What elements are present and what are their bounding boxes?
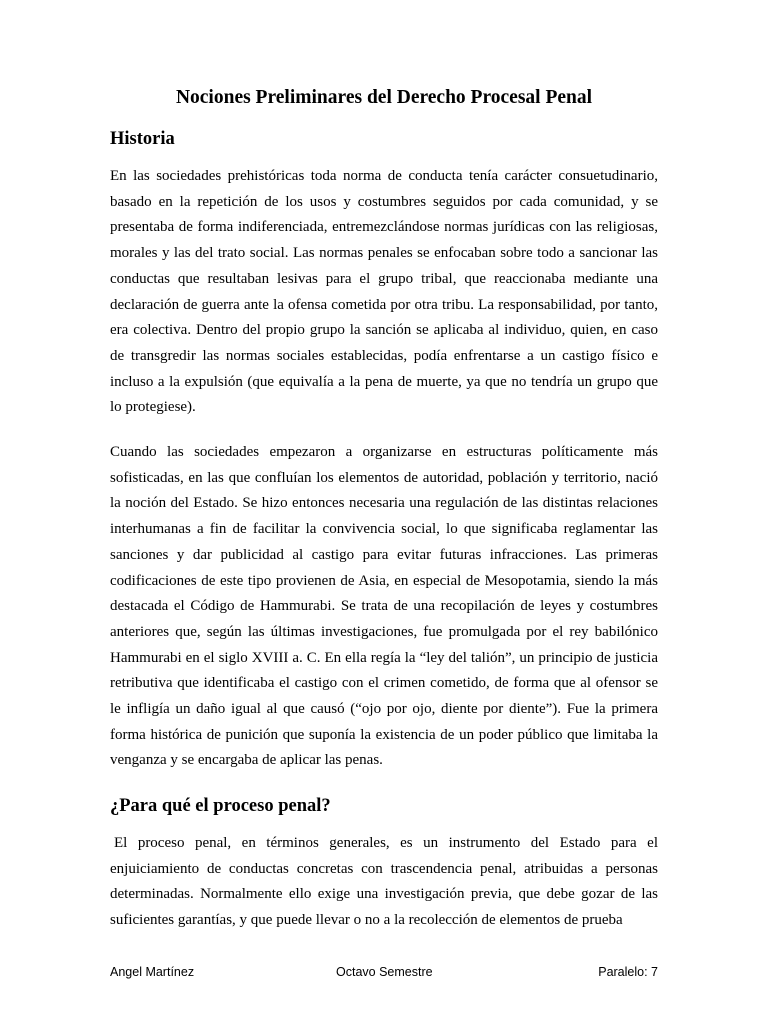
section-heading-proceso-penal: ¿Para qué el proceso penal? [110, 796, 331, 816]
page-footer [110, 961, 658, 983]
document-title: Nociones Preliminares del Derecho Procesal Penal [175, 87, 593, 108]
footer-parallel: Paralelo: 7 [598, 965, 658, 979]
footer-semester: Octavo Semestre [336, 965, 433, 979]
section-heading-historia: Historia [110, 129, 175, 149]
footer-author: Angel Martínez [110, 965, 195, 979]
historia-paragraph-1: En las sociedades prehistóricas toda norma de conducta tenía carácter consuetudinario, basado en la repetición de los usos y costumbres seguidos por cada comunidad, y se presentaba de forma indiferenciada, entremezclándose normas jurídicas con las religiosas, morales y las del trato social. Las normas penales se enfocaban sobre todo a sancionar las conductas que resultaban lesivas para el grupo tribal, que reaccionaba mediante una declaración de guerra ante la ofensa cometida por otra tribu. La responsabilidad, por tanto, era colectiva. Dentro del propio grupo la sanción se aplicaba al individuo, quien, en caso de transgredir las normas sociales establecidas, podía enfrentarse a un castigo físico e incluso a la expulsión (que equivalía a la pena de muerte, ya que no tendría un grupo que lo protegiese). [110, 168, 658, 416]
proceso-penal-paragraph-1: El proceso penal, en términos generales, es un instrumento del Estado para el enjuiciamiento de conductas concretas con trascendencia penal, atribuidas a personas determinadas. Normalmente ello exige una investigación previa, que debe gozar de las suficientes garantías, y que puede llevar o no a la recolección de elementos de prueba [110, 835, 658, 929]
historia-paragraph-2: Cuando las sociedades empezaron a organizarse en estructuras políticamente más sofisticadas, en las que confluían los elementos de autoridad, población y territorio, nació la noción del Estado. Se hizo entonces necesaria una regulación de las distintas relaciones interhumanas a fin de facilitar la convivencia social, lo que significaba reglamentar las sanciones y dar publicidad al castigo para evitar futuras infracciones. Las primeras codificaciones de este tipo provienen de Asia, en especial de Mesopotamia, siendo la más destacada el Código de Hammurabi. Se trata de una recopilación de leyes y costumbres anteriores que, según las últimas investigaciones, fue promulgada por el rey babilónico Hammurabi en el siglo XVIII a. C. En ella regía la “ley del talión”, un principio de justicia retributiva que identificaba el castigo con el crimen cometido, de forma que al ofensor se le infligía un daño igual al que causó (“ojo por ojo, diente por diente”). Fue la primera forma histórica de punición que suponía la existencia de un poder público que limitaba la venganza y se encargaba de aplicar las penas. [110, 444, 658, 769]
